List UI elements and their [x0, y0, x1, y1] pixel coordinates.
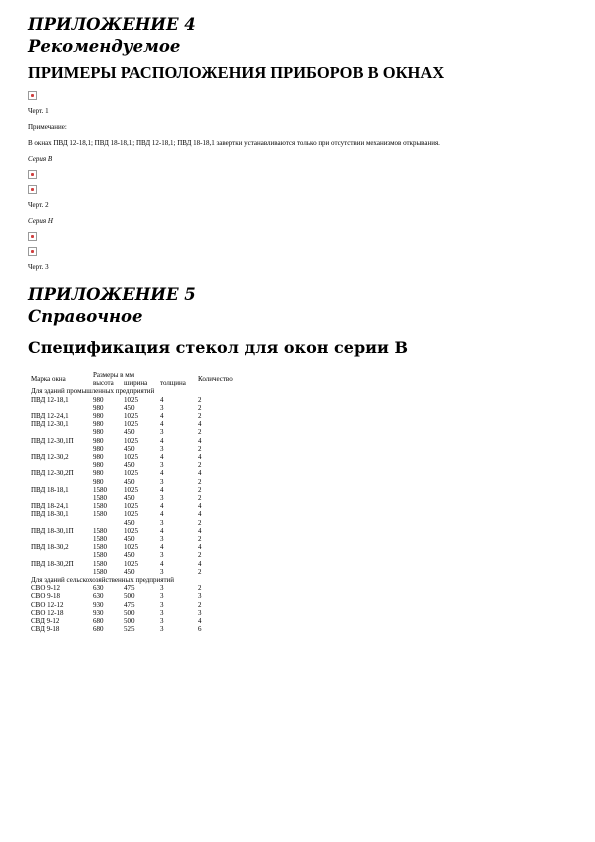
thickness-cell: 3	[160, 617, 164, 626]
width-cell: 1025	[124, 559, 138, 568]
quantity-cell: 3	[198, 608, 202, 617]
quantity-cell: 2	[198, 403, 202, 412]
thickness-cell: 4	[160, 510, 164, 519]
thickness-cell: 4	[160, 453, 164, 462]
width-cell: 475	[124, 600, 135, 609]
width-cell: 1025	[124, 420, 138, 429]
quantity-cell: 2	[198, 477, 202, 486]
window-mark-cell: ПВД 18-18,1	[31, 485, 69, 494]
thickness-cell: 3	[160, 535, 164, 544]
height-cell: 980	[93, 412, 104, 421]
quantity-cell: 4	[198, 469, 202, 478]
window-mark-cell: ПВД 12-24,1	[31, 412, 69, 421]
glass-spec-table	[28, 371, 258, 634]
height-cell: 930	[93, 608, 104, 617]
thickness-cell: 4	[160, 420, 164, 429]
width-cell: 450	[124, 403, 135, 412]
quantity-cell: 2	[198, 551, 202, 560]
height-cell: 980	[93, 453, 104, 462]
table-row	[28, 592, 258, 600]
broken-image-icon	[28, 91, 37, 100]
quantity-cell: 2	[198, 600, 202, 609]
thickness-cell: 3	[160, 518, 164, 527]
series-n-label: Серия Н	[28, 217, 53, 225]
window-mark-cell: ПВД 18-30,2П	[31, 559, 74, 568]
height-cell: 980	[93, 395, 104, 404]
thickness-cell: 3	[160, 461, 164, 470]
table-row	[28, 437, 258, 445]
quantity-cell: 2	[198, 395, 202, 404]
appendix-5-title: ПРИЛОЖЕНИЕ 5	[28, 285, 196, 304]
quantity-cell: 2	[198, 494, 202, 503]
thickness-cell: 3	[160, 608, 164, 617]
width-cell: 1025	[124, 436, 138, 445]
table-row	[28, 469, 258, 477]
thickness-cell: 3	[160, 403, 164, 412]
width-cell: 1025	[124, 543, 138, 552]
height-cell: 1580	[93, 543, 107, 552]
window-mark-cell: СВО 9-18	[31, 592, 60, 601]
thickness-cell: 4	[160, 502, 164, 511]
table-section-row	[28, 387, 258, 395]
height-cell: 1580	[93, 510, 107, 519]
broken-image-icon	[28, 247, 37, 256]
chart-2-caption: Черт. 2	[28, 201, 49, 209]
quantity-cell: 4	[198, 453, 202, 462]
height-cell: 1580	[93, 559, 107, 568]
chart-3-caption: Черт. 3	[28, 263, 49, 271]
width-cell: 525	[124, 625, 135, 634]
appendix-4-subtitle: Рекомендуемое	[28, 37, 181, 56]
width-cell: 450	[124, 535, 135, 544]
height-cell: 980	[93, 428, 104, 437]
quantity-cell: 2	[198, 584, 202, 593]
width-cell: 475	[124, 584, 135, 593]
width-cell: 450	[124, 518, 135, 527]
quantity-cell: 4	[198, 436, 202, 445]
width-cell: 1025	[124, 453, 138, 462]
table-row	[28, 486, 258, 494]
quantity-cell: 4	[198, 420, 202, 429]
width-cell: 450	[124, 477, 135, 486]
thickness-cell: 3	[160, 551, 164, 560]
width-cell: 500	[124, 592, 135, 601]
window-mark-cell: СВО 12-18	[31, 608, 64, 617]
width-cell: 1025	[124, 485, 138, 494]
table-row	[28, 584, 258, 592]
width-cell: 450	[124, 444, 135, 453]
table-row	[28, 412, 258, 420]
table-row	[28, 625, 258, 633]
window-mark-cell: ПВД 12-30,1	[31, 420, 69, 429]
header-quantity: Количество	[198, 375, 233, 384]
width-cell: 450	[124, 567, 135, 576]
table-header-row	[28, 371, 258, 379]
header-width: ширина	[124, 379, 148, 388]
table-row	[28, 510, 258, 518]
window-mark-cell: СВД 9-18	[31, 625, 60, 634]
thickness-cell: 4	[160, 559, 164, 568]
height-cell: 1580	[93, 526, 107, 535]
thickness-cell: 3	[160, 444, 164, 453]
thickness-cell: 3	[160, 428, 164, 437]
table-row	[28, 453, 258, 461]
width-cell: 1025	[124, 526, 138, 535]
header-mark: Марка окна	[31, 375, 66, 384]
header-size: Размеры в мм	[93, 371, 135, 379]
thickness-cell: 4	[160, 526, 164, 535]
quantity-cell: 4	[198, 502, 202, 511]
window-mark-cell: СВД 9-12	[31, 617, 60, 626]
window-mark-cell: ПВД 18-30,1	[31, 510, 69, 519]
height-cell: 630	[93, 584, 104, 593]
thickness-cell: 3	[160, 625, 164, 634]
quantity-cell: 4	[198, 543, 202, 552]
window-mark-cell: ПВД 12-30,1П	[31, 436, 74, 445]
width-cell: 1025	[124, 502, 138, 511]
table-row	[28, 502, 258, 510]
height-cell: 980	[93, 477, 104, 486]
width-cell: 500	[124, 617, 135, 626]
height-cell: 980	[93, 461, 104, 470]
table-section-row	[28, 576, 258, 584]
appendix-4-heading: ПРИМЕРЫ РАСПОЛОЖЕНИЯ ПРИБОРОВ В ОКНАХ	[28, 63, 445, 82]
window-mark-cell: ПВД 18-30,1П	[31, 526, 74, 535]
height-cell: 680	[93, 625, 104, 634]
window-mark-cell: СВО 9-12	[31, 584, 60, 593]
thickness-cell: 3	[160, 477, 164, 486]
quantity-cell: 2	[198, 428, 202, 437]
appendix-5-heading: Спецификация стекол для окон серии В	[28, 338, 408, 357]
height-cell: 1580	[93, 535, 107, 544]
table-row	[28, 543, 258, 551]
height-cell: 980	[93, 444, 104, 453]
quantity-cell: 4	[198, 559, 202, 568]
series-v-label: Серия В	[28, 155, 53, 163]
thickness-cell: 3	[160, 494, 164, 503]
quantity-cell: 6	[198, 625, 202, 634]
thickness-cell: 4	[160, 485, 164, 494]
quantity-cell: 2	[198, 567, 202, 576]
header-height: высота	[93, 379, 114, 388]
chart-1-caption: Черт. 1	[28, 107, 49, 115]
table-row	[28, 601, 258, 609]
width-cell: 1025	[124, 510, 138, 519]
broken-image-icon	[28, 232, 37, 241]
quantity-cell: 2	[198, 461, 202, 470]
broken-image-icon	[28, 185, 37, 194]
quantity-cell: 2	[198, 412, 202, 421]
window-mark-cell: ПВД 12-30,2	[31, 453, 69, 462]
header-thickness: толщина	[160, 379, 186, 388]
width-cell: 1025	[124, 412, 138, 421]
window-mark-cell: ПВД 18-24,1	[31, 502, 69, 511]
section-title: Для зданий промышленных предприятий	[31, 387, 155, 396]
height-cell: 980	[93, 469, 104, 478]
height-cell: 980	[93, 436, 104, 445]
thickness-cell: 3	[160, 592, 164, 601]
quantity-cell: 4	[198, 526, 202, 535]
thickness-cell: 4	[160, 436, 164, 445]
height-cell: 630	[93, 592, 104, 601]
thickness-cell: 4	[160, 412, 164, 421]
width-cell: 1025	[124, 469, 138, 478]
height-cell: 980	[93, 420, 104, 429]
height-cell: 680	[93, 617, 104, 626]
thickness-cell: 4	[160, 395, 164, 404]
quantity-cell: 2	[198, 485, 202, 494]
height-cell: 980	[93, 403, 104, 412]
width-cell: 450	[124, 461, 135, 470]
table-row	[28, 527, 258, 535]
window-mark-cell: ПВД 12-18,1	[31, 395, 69, 404]
quantity-cell: 2	[198, 444, 202, 453]
thickness-cell: 3	[160, 600, 164, 609]
thickness-cell: 4	[160, 469, 164, 478]
height-cell: 1580	[93, 567, 107, 576]
quantity-cell: 2	[198, 535, 202, 544]
window-mark-cell: СВО 12-12	[31, 600, 64, 609]
height-cell	[93, 519, 124, 527]
width-cell: 450	[124, 551, 135, 560]
width-cell: 450	[124, 428, 135, 437]
thickness-cell: 4	[160, 543, 164, 552]
appendix-5-subtitle: Справочное	[28, 307, 143, 326]
thickness-cell: 3	[160, 584, 164, 593]
quantity-cell: 3	[198, 592, 202, 601]
width-cell: 450	[124, 494, 135, 503]
note-text: В окнах ПВД 12-18,1; ПВД 18-18,1; ПВД 12-18,1; ПВД 18-18,1 завертки устанавливаются только при отсутствии механизмов открывания.	[28, 139, 440, 147]
height-cell: 930	[93, 600, 104, 609]
table-row	[28, 420, 258, 428]
table-row	[28, 396, 258, 404]
height-cell: 1580	[93, 485, 107, 494]
quantity-cell: 2	[198, 518, 202, 527]
window-mark-cell: ПВД 12-30,2П	[31, 469, 74, 478]
table-row	[28, 609, 258, 617]
quantity-cell: 4	[198, 617, 202, 626]
height-cell: 1580	[93, 494, 107, 503]
table-row	[28, 560, 258, 568]
height-cell: 1580	[93, 502, 107, 511]
height-cell: 1580	[93, 551, 107, 560]
quantity-cell: 4	[198, 510, 202, 519]
note-label: Примечание:	[28, 123, 67, 131]
document-page	[28, 14, 568, 634]
width-cell: 1025	[124, 395, 138, 404]
appendix-4-title: ПРИЛОЖЕНИЕ 4	[28, 15, 196, 34]
table-row	[28, 617, 258, 625]
window-mark-cell: ПВД 18-30,2	[31, 543, 69, 552]
width-cell: 500	[124, 608, 135, 617]
section-title: Для зданий сельскохозяйственных предприятий	[31, 576, 175, 585]
broken-image-icon	[28, 170, 37, 179]
thickness-cell: 3	[160, 567, 164, 576]
